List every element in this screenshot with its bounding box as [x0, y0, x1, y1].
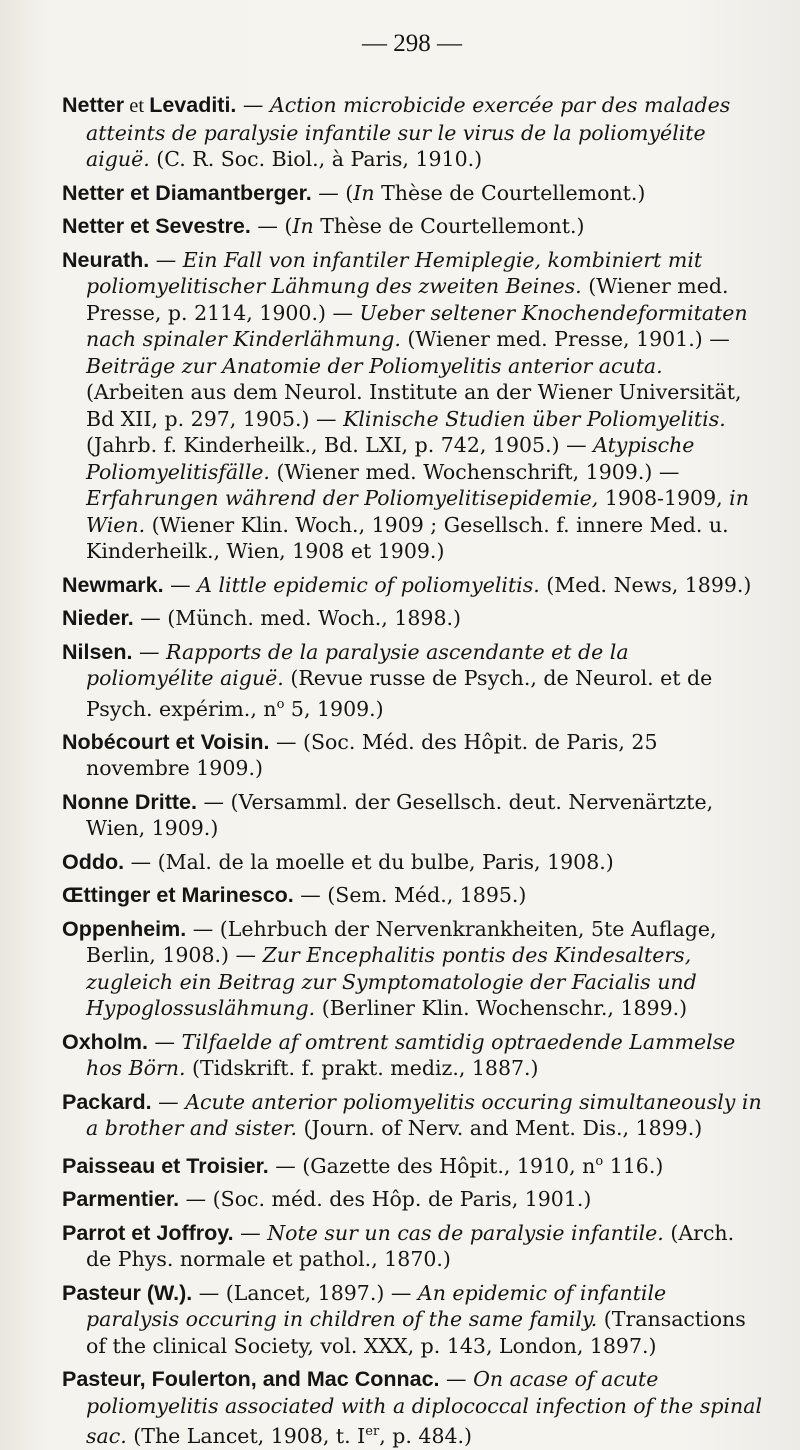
entry-author: Œttinger et Marinesco. [62, 883, 294, 908]
entry-title: An epidemic of infantile paralysis occuring in children of the same family. [86, 1280, 667, 1332]
entry-author: Oxholm. [62, 1029, 149, 1054]
entry-title: Ein Fall von infantiler Hemiplegie, kombiniert mit poliomyelitischer Lähmung des zweiten Beines. [86, 247, 703, 298]
entry-author: Neurath. [62, 247, 150, 272]
entry-citation: — [236, 93, 270, 117]
entry-title: A little epidemic of poliomyelitis. [197, 572, 540, 597]
bibliography-entry [62, 639, 762, 722]
bibliography-entry [62, 1149, 762, 1179]
entry-citation: (Arbeiten aus dem Neurol. Institute an der Wiener Universität, Bd XII, p. 297, 1905.) — [86, 380, 742, 431]
entry-citation: (Med. News, 1899.) [539, 572, 752, 597]
entry-citation: (Transactions of the clinical Society, vol. XXX, p. 143, London, 1897.) [86, 1307, 746, 1358]
entry-author: Newmark. [62, 572, 164, 597]
entry-author: Netter et Sevestre. [62, 214, 251, 238]
entry-citation: Thèse de Courtellemont.) [374, 180, 646, 205]
bibliography-entry [62, 916, 762, 1022]
entry-citation: o [276, 696, 285, 712]
entry-author: Nilsen. [62, 639, 133, 664]
entry-author: Pasteur (W.). [62, 1280, 193, 1305]
bibliography-entry [62, 789, 762, 842]
entry-title: Klinische Studien über Poliomyelitis. [343, 406, 726, 431]
entry-title: Beiträge zur Anatomie der Poliomyelitis anterior acuta. [86, 353, 663, 378]
entry-citation: 1908-1909, [598, 486, 730, 510]
entry-citation: (Wiener med. Wochenschrift, 1909.) — [269, 459, 680, 484]
entry-author: Packard. [62, 1089, 152, 1114]
entry-citation: 116.) [603, 1153, 664, 1178]
entry-citation: — [132, 639, 167, 664]
entry-title: In [353, 180, 375, 205]
entry-title: Ueber seltener Knochendeformitaten nach spinaler Kinderlähmung. [86, 300, 748, 351]
entry-citation: — (Münch. med. Woch., 1898.) [133, 606, 462, 630]
bibliography-entry [62, 882, 762, 909]
entry-title: Erfahrungen während der Poliomyelitisepidemie, [86, 486, 599, 510]
bibliography-entry [62, 1089, 762, 1142]
bibliography-entry [62, 92, 762, 173]
entry-citation: — (Gazette des Hôpit., 1910, n [268, 1153, 596, 1178]
entry-citation: — [163, 572, 198, 597]
entry-author: Levaditi. [149, 93, 237, 117]
entry-author: Nonne Dritte. [62, 789, 197, 814]
bibliography-entry [62, 1280, 762, 1360]
entry-author: Netter [62, 93, 125, 117]
entry-citation: (Wiener Klin. Woch., 1909 ; Gesellsch. f. innere Med. u. Kinderheilk., Wien, 1908 et 1909.) [86, 512, 729, 563]
bibliography-entry [62, 605, 762, 632]
entry-author: Netter et Diamantberger. [62, 180, 312, 205]
entry-citation: — (Lancet, 1897.) — [192, 1280, 418, 1305]
bibliography-entry [62, 1029, 762, 1082]
entry-citation: (Berliner Klin. Wochenschr., 1899.) [315, 996, 688, 1021]
bibliography-entry [62, 849, 762, 876]
entry-citation: (The Lancet, 1908, t. I [126, 1423, 366, 1448]
entry-title: In [292, 214, 314, 238]
bibliography-entry [62, 180, 762, 207]
bibliography-entry [62, 1366, 762, 1449]
entry-citation: — (Sem. Méd., 1895.) [293, 883, 527, 908]
entry-author: Paisseau et Troisier. [62, 1153, 269, 1178]
entry-citation: (Wiener med. Presse, 1901.) — [400, 327, 730, 351]
entry-citation: (Revue russe de Psych., de Neurol. et de Psych. expérim., n [86, 666, 713, 721]
entry-citation: (Journ. of Nerv. and Ment. Dis., 1899.) [297, 1116, 703, 1141]
entry-citation: o [595, 1153, 604, 1169]
entry-citation: — [149, 247, 183, 272]
bibliography-list [62, 92, 762, 1449]
entry-citation: — ( [311, 180, 354, 205]
entry-author: Parrot et Joffroy. [62, 1220, 234, 1245]
entry-author: Pasteur, Foulerton, and Mac Connac. [62, 1367, 440, 1392]
bibliography-entry [62, 1186, 762, 1213]
entry-citation: — [233, 1220, 268, 1245]
entry-citation: (Wiener med. Presse, p. 2114, 1900.) — [86, 274, 729, 325]
entry-author: et [124, 95, 150, 117]
entry-title: Acute anterior poliomyelitis occuring simultaneously in a brother and sister. [86, 1089, 762, 1141]
entry-title: Atypische Poliomyelitisfälle. [86, 433, 695, 484]
entry-title: in Wien. [86, 486, 749, 537]
entry-title: Zur Encephalitis pontis des Kindesalters, zugleich ein Beitrag zur Symptomatologie der Facialis und Hypoglossuslähmung. [86, 943, 697, 1021]
entry-title: Tilfaelde af omtrent samtidig optraedende Lammelse hos Börn. [86, 1029, 736, 1081]
bibliography-entry [62, 572, 762, 599]
entry-citation: Thèse de Courtellemont.) [313, 214, 585, 238]
entry-citation: — (Soc. méd. des Hôp. de Paris, 1901.) [179, 1187, 592, 1212]
entry-title: Note sur un cas de paralysie infantile. [267, 1220, 664, 1245]
entry-title: Rapports de la paralysie ascendante et de la poliomyélite aiguë. [86, 639, 629, 690]
entry-citation: — [148, 1029, 182, 1054]
entry-author: Nobécourt et Voisin. [62, 729, 270, 754]
entry-citation: (Jahrb. f. Kinderheilk., Bd. LXI, p. 742, 1905.) — [86, 433, 594, 457]
entry-citation: — [151, 1089, 186, 1114]
entry-author: Oppenheim. [62, 916, 187, 941]
entry-citation: er [365, 1424, 380, 1440]
page-number: — 298 — [362, 30, 462, 57]
entry-citation: — ( [250, 214, 293, 238]
bibliography-entry [62, 247, 762, 565]
entry-citation: (Arch. de Phys. normale et pathol., 1870.) [86, 1220, 735, 1272]
entry-citation: — (Lehrbuch der Nervenkrankheiten, 5te Auflage, Berlin, 1908.) — [86, 916, 717, 968]
entry-title: On acase of acute poliomyelitis associated with a diplococcal infection of the spinal sac. [86, 1367, 762, 1448]
entry-title: Action microbicide exercée par des malades atteints de paralysie infantile sur le virus de la poliomyélite aiguë. [86, 93, 731, 171]
entry-author: Oddo. [62, 849, 125, 874]
entry-citation: , p. 484.) [379, 1423, 473, 1448]
entry-citation: (C. R. Soc. Biol., à Paris, 1910.) [149, 147, 483, 171]
entry-citation: — (Versamml. der Gesellsch. deut. Nervenärtzte, Wien, 1909.) [86, 789, 714, 841]
entry-citation: — (Soc. Méd. des Hôpit. de Paris, 25 novembre 1909.) [86, 729, 658, 781]
entry-citation: — (Mal. de la moelle et du bulbe, Paris, 1908.) [124, 849, 614, 874]
bibliography-entry [62, 729, 762, 782]
bibliography-entry [62, 1220, 762, 1273]
entry-citation: 5, 1909.) [284, 696, 384, 721]
entry-author: Parmentier. [62, 1187, 180, 1212]
entry-author: Nieder. [62, 606, 134, 630]
entry-citation: — [439, 1367, 474, 1392]
bibliography-entry [62, 213, 762, 240]
entry-citation: (Tidskrift. f. prakt. mediz., 1887.) [185, 1056, 539, 1081]
